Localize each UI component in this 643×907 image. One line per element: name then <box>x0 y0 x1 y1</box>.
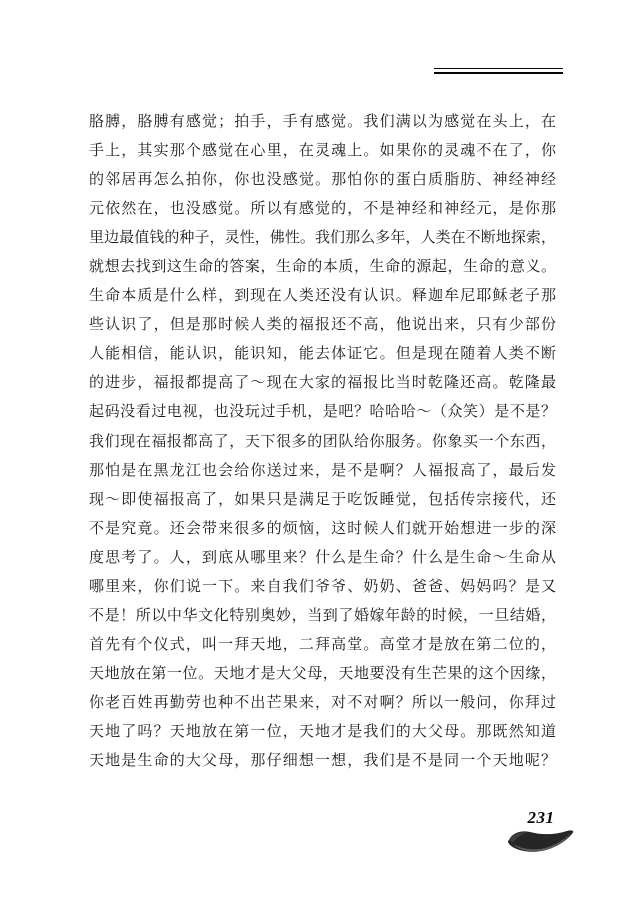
text-line: 天地了吗？天地放在第一位，天地才是我们的大父母。那既然知道 <box>89 723 556 740</box>
text-line: 就想去找到这生命的答案，生命的本质，生命的源起，生命的意义。 <box>89 259 556 276</box>
text-line: 人能相信，能认识，能识知，能去体证它。但是现在随着人类不断 <box>89 346 556 363</box>
text-line: 的邻居再怎么拍你，你也没感觉。那怕你的蛋白质脂肪、神经神经 <box>89 172 556 189</box>
text-line: 胳膊，胳膊有感觉；拍手，手有感觉。我们满以为感觉在头上，在 <box>89 114 556 130</box>
text-line: 元依然在，也没感觉。所以有感觉的，不是神经和神经元，是你那 <box>89 201 556 218</box>
text-line: 天地是生命的大父母，那仔细想一想，我们是不是同一个天地呢？ <box>89 753 556 770</box>
text-line: 的进步，福报都提高了～现在大家的福报比当时乾隆还高。乾隆最 <box>89 375 556 392</box>
text-line: 些认识了，但是那时候人类的福报还不高，他说出来，只有少部份 <box>89 317 556 334</box>
text-line: 起码没看过电视，也没玩过手机，是吧？哈哈哈～（众笑）是不是？ <box>89 404 556 421</box>
text-line: 哪里来，你们说一下。来自我们爷爷、奶奶、爸爸、妈妈吗？是又 <box>89 578 556 595</box>
text-line: 天地放在第一位。天地才是大父母，天地要没有生芒果的这个因缘， <box>89 665 556 682</box>
text-line: 我们现在福报都高了，天下很多的团队给你服务。你象买一个东西， <box>89 433 556 450</box>
text-line: 那怕是在黑龙江也会给你送过来，是不是啊？人福报高了，最后发 <box>89 462 556 479</box>
page-number: 231 <box>527 808 555 827</box>
header-rule-thick-line <box>434 72 563 74</box>
header-double-rule <box>434 68 563 74</box>
text-line: 度思考了。人，到底从哪里来？什么是生命？什么是生命～生命从 <box>89 549 556 566</box>
text-line: 手上，其实那个感觉在心里，在灵魂上。如果你的灵魂不在了，你 <box>89 143 556 160</box>
header-rule-thin-line <box>434 68 563 69</box>
text-line: 首先有个仪式，叫一拜天地，二拜高堂。高堂才是放在第二位的， <box>89 636 556 653</box>
text-line: 不是究竟。还会带来很多的烦恼，这时候人们就开始想进一步的深 <box>89 520 556 537</box>
text-line: 现～即使福报高了，如果只是满足于吃饭睡觉，包括传宗接代，还 <box>89 491 556 508</box>
text-line: 生命本质是什么样，到现在人类还没有认识。释迦牟尼耶稣老子那 <box>89 288 556 305</box>
text-line: 不是！所以中华文化特别奥妙，当到了婚嫁年龄的时候，一旦结婚， <box>89 607 556 624</box>
text-line: 里边最值钱的种子，灵性，佛性。我们那么多年，人类在不断地探索， <box>89 230 556 247</box>
text-line: 你老百姓再勤劳也种不出芒果来，对不对啊？所以一般问，你拜过 <box>89 694 556 711</box>
ink-brushstroke-icon <box>505 828 577 856</box>
body-text <box>89 108 556 776</box>
